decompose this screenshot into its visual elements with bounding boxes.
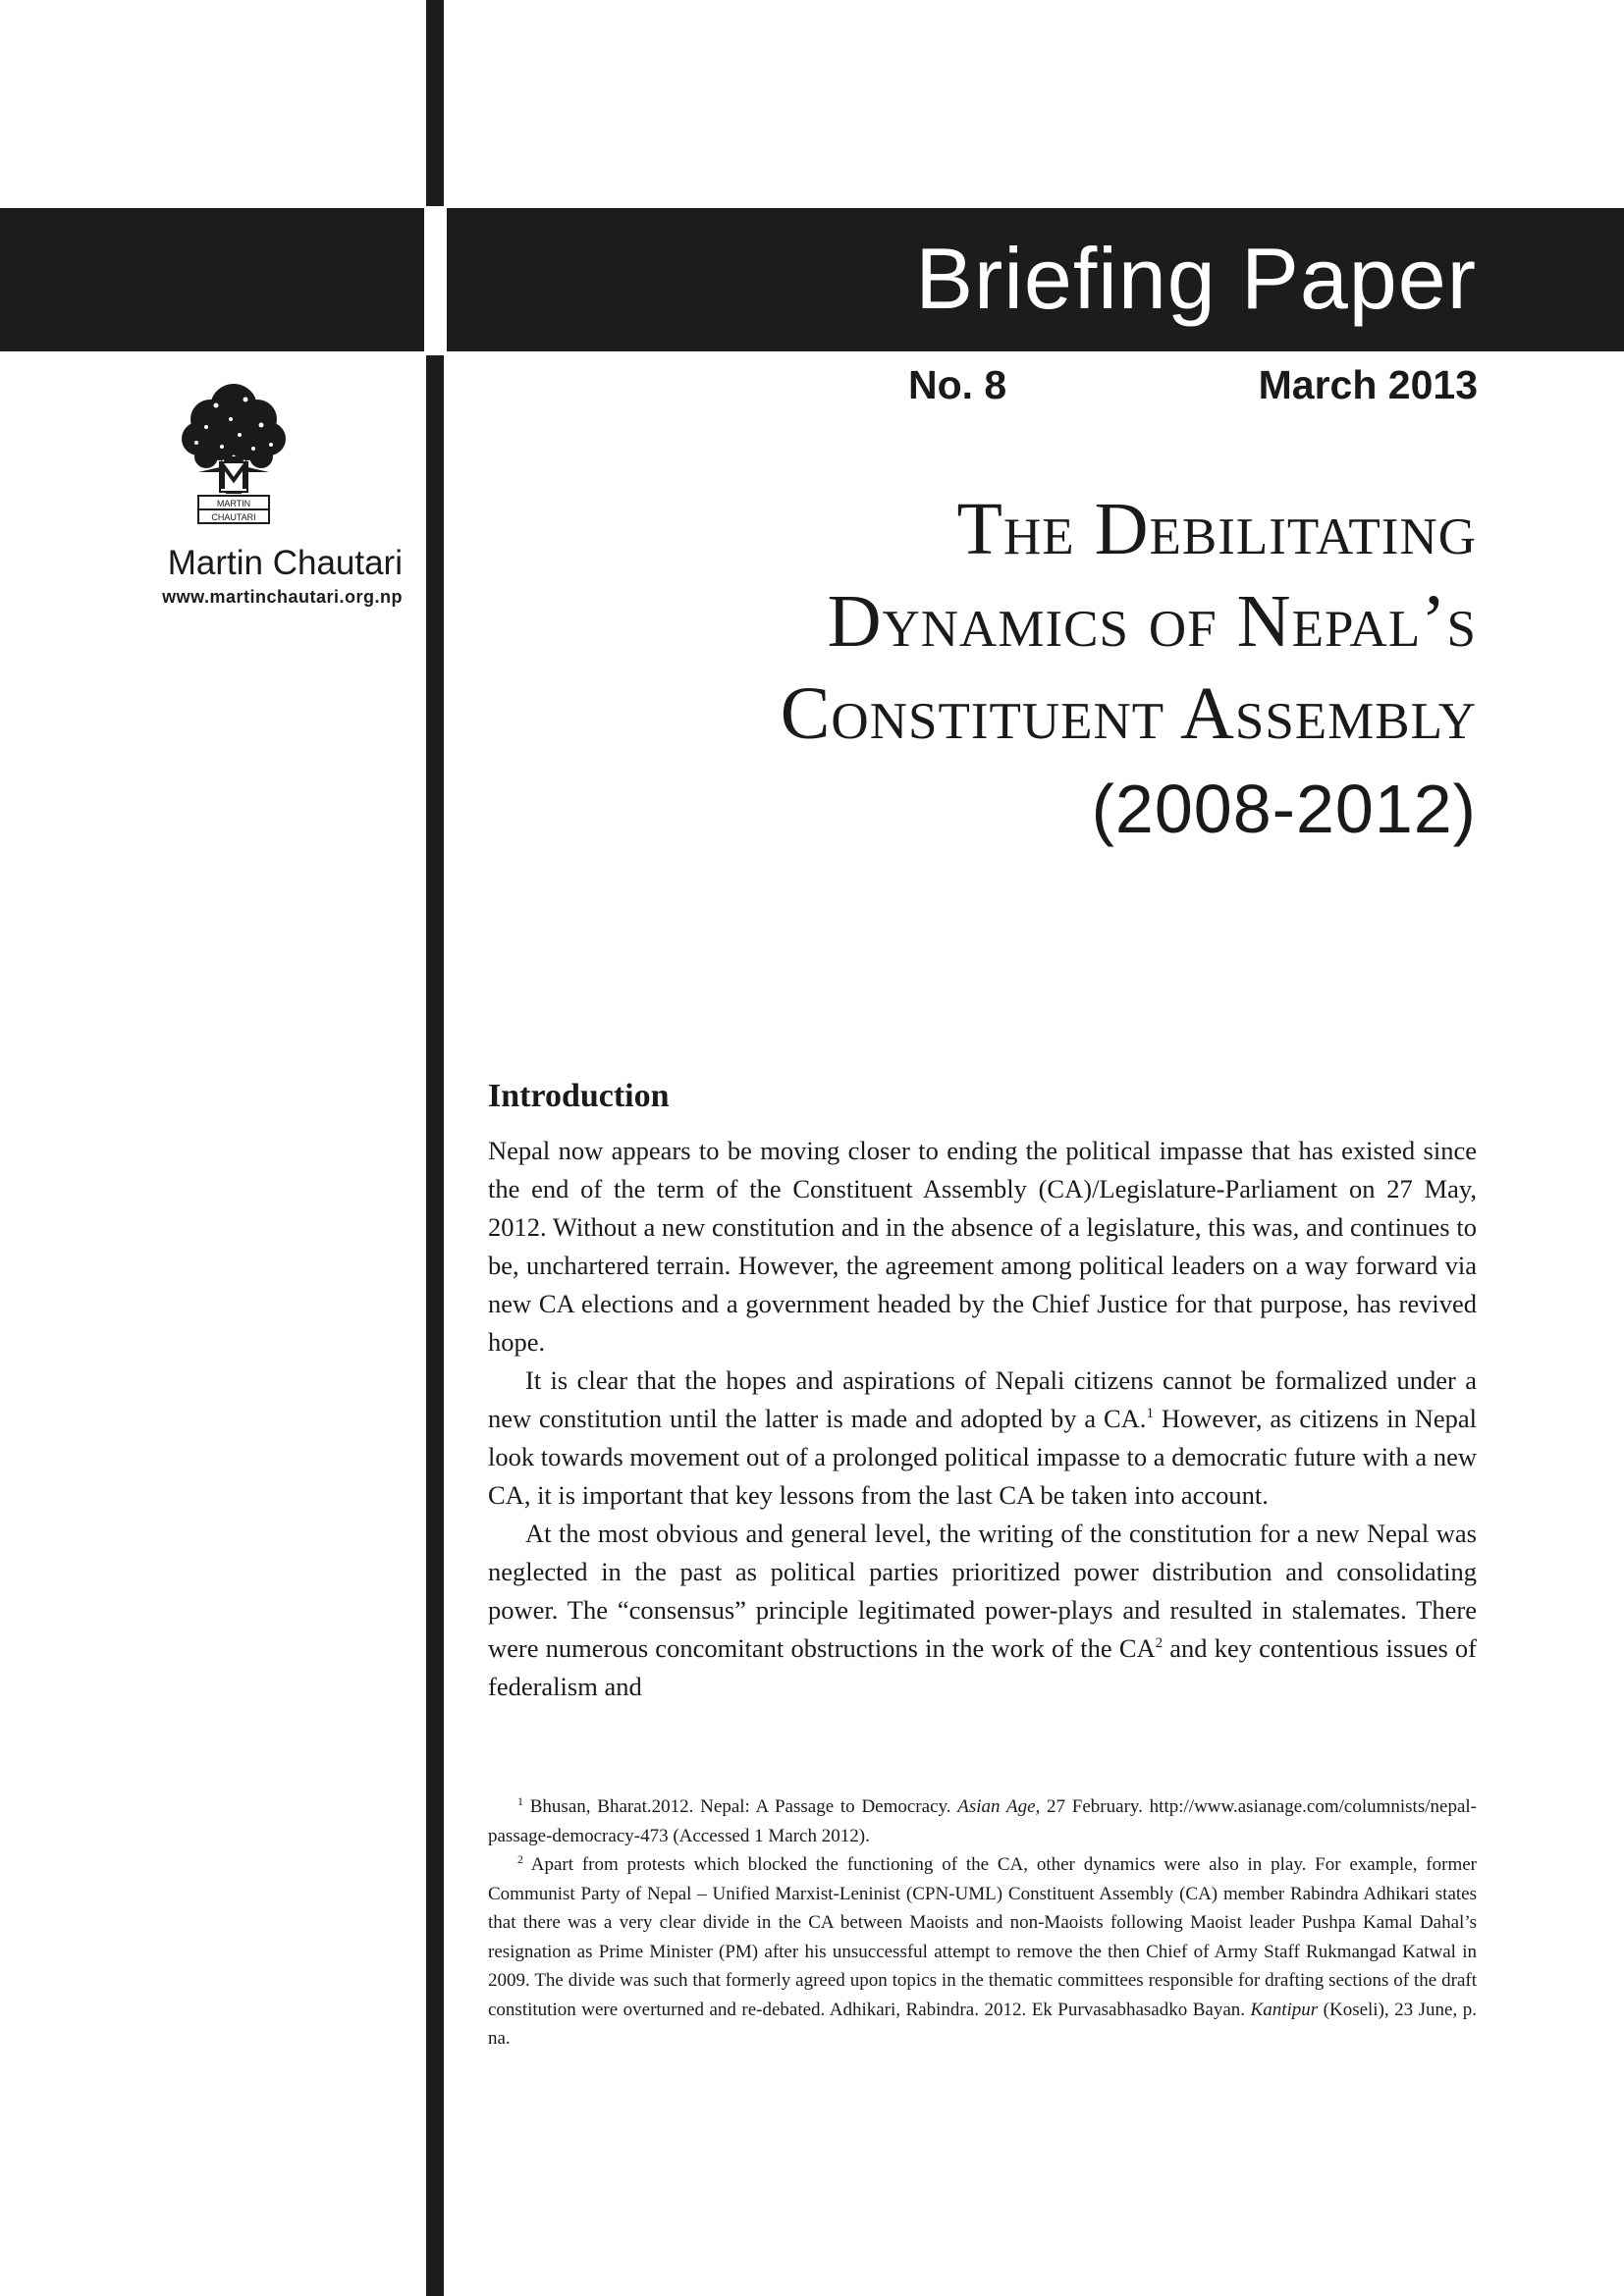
- logo-text-line1: MARTIN: [216, 499, 251, 508]
- tree-logo-icon: [177, 378, 291, 530]
- banner-title: Briefing Paper: [915, 230, 1477, 327]
- footnote-1: [488, 1792, 1477, 1850]
- footnote-2-text-a: Apart from protests which blocked the functioning of the CA, other dynamics were also in play. For example, former Communist Party of Nepal – Unified Marxist-Leninist (CPN-UML) Constituent Assembly (CA) member Rabindra Adhikari states that there was a very clear divide in the CA between Maoists and non-Maoists following Maoist leader Pushpa Kamal Dahal’s resignation as Prime Minister (PM) after his unsuccessful attempt to remove the then Chief of Army Staff Rukmangad Katwal in 2009. The divide was such that formerly agreed upon topics in the thematic committees responsible for drafting sections of the draft constitution were overturned and re-debated. Adhikari, Rabindra. 2012. Ek Purvasabhasadko Bayan.: [488, 1854, 1477, 2020]
- vertical-divider-bottom: [426, 355, 444, 2296]
- paragraph-2-text-b: However, as citizens in Nepal look towards movement out of a prolonged political impasse to a democratic future with a new CA, it is important that key lessons from the last CA be taken into account.: [488, 1404, 1477, 1510]
- footnote-2-text-b: (Koseli), 23 June, p. na.: [488, 1999, 1477, 2049]
- issue-date: March 2013: [1258, 362, 1478, 407]
- organization-url: www.martinchautari.org.np: [162, 587, 403, 607]
- title-line-2: Dynamics of Nepal’s: [827, 580, 1477, 663]
- footnote-2-source: Kantipur: [1250, 1999, 1319, 2020]
- issue-line: [908, 355, 1478, 414]
- footnote-1-source: Asian Age,: [957, 1796, 1041, 1817]
- footnote-1-mark: 1: [517, 1794, 523, 1808]
- paragraph-2: [488, 1362, 1477, 1515]
- footnotes: [488, 1792, 1477, 2054]
- footnote-1-text-a: Bhusan, Bharat.2012. Nepal: A Passage to Democracy.: [523, 1796, 958, 1817]
- body-text: [488, 1132, 1477, 1706]
- paragraph-2-text-a: It is clear that the hopes and aspirations of Nepali citizens cannot be formalized under a new constitution until the latter is made and adopted by a CA.: [488, 1365, 1477, 1433]
- footnote-1-text-b: 27 February. http://www.asianage.com/columnists/nepal-passage-democracy-473 (Accessed 1 March 2012).: [488, 1796, 1477, 1846]
- footnote-2-mark: 2: [517, 1852, 523, 1866]
- title-line-4: (2008-2012): [1091, 771, 1477, 847]
- footnote-ref-2[interactable]: 2: [1155, 1635, 1164, 1651]
- vertical-divider-top: [426, 0, 444, 206]
- title-line-3: Constituent Assembly: [780, 672, 1477, 755]
- paragraph-3-text-b: and key contentious issues of federalism and: [488, 1633, 1477, 1701]
- title-line-1: The Debilitating: [956, 488, 1477, 570]
- paragraph-1: Nepal now appears to be moving closer to ending the political impasse that has existed since the end of the term of the Constituent Assembly (CA)/Legislature-Parliament on 27 May, 2012. Without a new constitution and in the absence of a legislature, this was, and continues to be, unchartered terrain. However, the agreement among political leaders on a way forward via new CA elections and a government headed by the Chief Justice for that purpose, has revived hope.: [488, 1136, 1477, 1357]
- section-heading: Introduction: [488, 1078, 670, 1114]
- banner-left-block: [0, 208, 424, 351]
- paragraph-3: [488, 1515, 1477, 1706]
- organization-name: Martin Chautari: [167, 544, 403, 582]
- paragraph-3-text-a: At the most obvious and general level, the writing of the constitution for a new Nepal was neglected in the past as political parties prioritized power distribution and consolidating power. The “consensus” principle legitimated power-plays and resulted in stalemates. There were numerous concomitant obstructions in the work of the CA: [488, 1519, 1477, 1663]
- logo-text-line2: CHAUTARI: [211, 512, 256, 522]
- footnote-2: [488, 1850, 1477, 2054]
- paper-title: [593, 483, 1477, 858]
- issue-number: No. 8: [908, 362, 1007, 407]
- banner: [447, 208, 1624, 351]
- footnote-ref-1[interactable]: 1: [1146, 1406, 1154, 1421]
